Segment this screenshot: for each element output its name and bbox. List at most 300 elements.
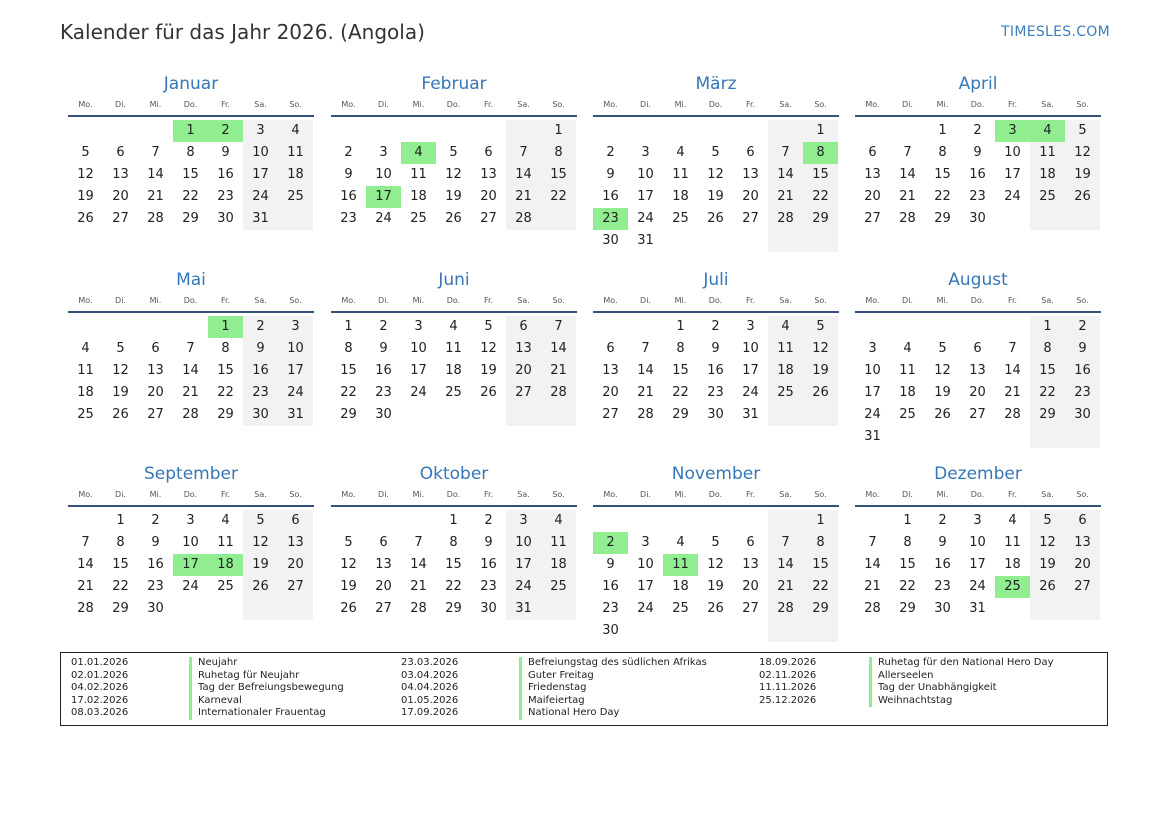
day-cell[interactable]: 16 bbox=[969, 167, 986, 182]
day-cell[interactable]: 28 bbox=[864, 601, 881, 616]
day-cell[interactable]: 14 bbox=[541, 338, 576, 360]
day-cell[interactable]: 3 bbox=[186, 513, 195, 528]
day-cell[interactable]: 22 bbox=[445, 579, 462, 594]
day-cell[interactable]: 29 bbox=[112, 601, 129, 616]
day-cell[interactable]: 8 bbox=[541, 142, 576, 164]
day-cell[interactable]: 19 bbox=[1030, 554, 1065, 576]
day-cell[interactable]: 17 bbox=[173, 554, 208, 576]
day-cell[interactable]: 13 bbox=[506, 338, 541, 360]
day-cell[interactable]: 24 bbox=[506, 576, 541, 598]
day-cell[interactable]: 3 bbox=[379, 145, 388, 160]
day-cell[interactable]: 18 bbox=[208, 554, 243, 576]
day-cell[interactable]: 20 bbox=[506, 360, 541, 382]
day-cell[interactable]: 6 bbox=[868, 145, 877, 160]
day-cell[interactable]: 12 bbox=[707, 167, 724, 182]
day-cell[interactable]: 12 bbox=[112, 363, 129, 378]
day-cell[interactable]: 24 bbox=[243, 186, 278, 208]
day-cell[interactable]: 19 bbox=[480, 363, 497, 378]
day-cell[interactable]: 30 bbox=[217, 211, 234, 226]
day-cell[interactable]: 8 bbox=[186, 145, 195, 160]
day-cell[interactable]: 5 bbox=[484, 319, 493, 334]
day-cell[interactable]: 17 bbox=[366, 186, 401, 208]
day-cell[interactable]: 11 bbox=[410, 167, 427, 182]
day-cell[interactable]: 6 bbox=[1065, 510, 1100, 532]
day-cell[interactable]: 3 bbox=[414, 319, 423, 334]
day-cell[interactable]: 14 bbox=[768, 554, 803, 576]
day-cell[interactable]: 22 bbox=[217, 385, 234, 400]
day-cell[interactable]: 21 bbox=[506, 186, 541, 208]
day-cell[interactable]: 23 bbox=[375, 385, 392, 400]
day-cell[interactable]: 12 bbox=[934, 363, 951, 378]
day-cell[interactable]: 1 bbox=[938, 123, 947, 138]
day-cell[interactable]: 10 bbox=[969, 535, 986, 550]
day-cell[interactable]: 30 bbox=[602, 623, 619, 638]
day-cell[interactable]: 15 bbox=[1030, 360, 1065, 382]
day-cell[interactable]: 23 bbox=[602, 601, 619, 616]
day-cell[interactable]: 25 bbox=[445, 385, 462, 400]
day-cell[interactable]: 2 bbox=[973, 123, 982, 138]
day-cell[interactable]: 31 bbox=[506, 598, 541, 620]
day-cell[interactable]: 6 bbox=[151, 341, 160, 356]
day-cell[interactable]: 11 bbox=[1004, 535, 1021, 550]
day-cell[interactable]: 21 bbox=[182, 385, 199, 400]
day-cell[interactable]: 2 bbox=[484, 513, 493, 528]
day-cell[interactable]: 21 bbox=[147, 189, 164, 204]
day-cell[interactable]: 30 bbox=[375, 407, 392, 422]
day-cell[interactable]: 4 bbox=[449, 319, 458, 334]
day-cell[interactable]: 9 bbox=[344, 167, 353, 182]
day-cell[interactable]: 4 bbox=[768, 316, 803, 338]
day-cell[interactable]: 27 bbox=[742, 211, 759, 226]
day-cell[interactable]: 14 bbox=[899, 167, 916, 182]
day-cell[interactable]: 9 bbox=[1065, 338, 1100, 360]
day-cell[interactable]: 16 bbox=[1065, 360, 1100, 382]
day-cell[interactable]: 2 bbox=[379, 319, 388, 334]
day-cell[interactable]: 8 bbox=[344, 341, 353, 356]
day-cell[interactable]: 6 bbox=[746, 535, 755, 550]
day-cell[interactable]: 9 bbox=[484, 535, 493, 550]
day-cell[interactable]: 26 bbox=[445, 211, 462, 226]
day-cell[interactable]: 2 bbox=[344, 145, 353, 160]
day-cell[interactable]: 10 bbox=[410, 341, 427, 356]
day-cell[interactable]: 30 bbox=[1065, 404, 1100, 426]
day-cell[interactable]: 16 bbox=[243, 360, 278, 382]
day-cell[interactable]: 30 bbox=[147, 601, 164, 616]
day-cell[interactable]: 2 bbox=[606, 145, 615, 160]
day-cell[interactable]: 7 bbox=[768, 532, 803, 554]
day-cell[interactable]: 9 bbox=[379, 341, 388, 356]
day-cell[interactable]: 6 bbox=[606, 341, 615, 356]
day-cell[interactable]: 1 bbox=[449, 513, 458, 528]
day-cell[interactable]: 4 bbox=[1030, 120, 1065, 142]
day-cell[interactable]: 15 bbox=[899, 557, 916, 572]
day-cell[interactable]: 18 bbox=[541, 554, 576, 576]
day-cell[interactable]: 15 bbox=[672, 363, 689, 378]
day-cell[interactable]: 26 bbox=[803, 382, 838, 404]
day-cell[interactable]: 27 bbox=[480, 211, 497, 226]
day-cell[interactable]: 5 bbox=[243, 510, 278, 532]
day-cell[interactable]: 16 bbox=[480, 557, 497, 572]
day-cell[interactable]: 1 bbox=[173, 120, 208, 142]
day-cell[interactable]: 11 bbox=[672, 167, 689, 182]
day-cell[interactable]: 29 bbox=[899, 601, 916, 616]
day-cell[interactable]: 13 bbox=[480, 167, 497, 182]
day-cell[interactable]: 22 bbox=[182, 189, 199, 204]
day-cell[interactable]: 17 bbox=[278, 360, 313, 382]
day-cell[interactable]: 18 bbox=[445, 363, 462, 378]
day-cell[interactable]: 17 bbox=[864, 385, 881, 400]
day-cell[interactable]: 30 bbox=[243, 404, 278, 426]
day-cell[interactable]: 24 bbox=[375, 211, 392, 226]
day-cell[interactable]: 14 bbox=[506, 164, 541, 186]
day-cell[interactable]: 3 bbox=[973, 513, 982, 528]
day-cell[interactable]: 30 bbox=[969, 211, 986, 226]
day-cell[interactable]: 26 bbox=[707, 211, 724, 226]
day-cell[interactable]: 6 bbox=[116, 145, 125, 160]
day-cell[interactable]: 11 bbox=[899, 363, 916, 378]
day-cell[interactable]: 27 bbox=[602, 407, 619, 422]
day-cell[interactable]: 10 bbox=[637, 557, 654, 572]
day-cell[interactable]: 25 bbox=[768, 382, 803, 404]
day-cell[interactable]: 3 bbox=[506, 510, 541, 532]
day-cell[interactable]: 9 bbox=[151, 535, 160, 550]
day-cell[interactable]: 26 bbox=[934, 407, 951, 422]
day-cell[interactable]: 23 bbox=[707, 385, 724, 400]
day-cell[interactable]: 14 bbox=[864, 557, 881, 572]
day-cell[interactable]: 20 bbox=[1065, 554, 1100, 576]
day-cell[interactable]: 13 bbox=[742, 167, 759, 182]
day-cell[interactable]: 17 bbox=[742, 363, 759, 378]
day-cell[interactable]: 20 bbox=[147, 385, 164, 400]
day-cell[interactable]: 22 bbox=[672, 385, 689, 400]
day-cell[interactable]: 17 bbox=[969, 557, 986, 572]
day-cell[interactable]: 21 bbox=[768, 576, 803, 598]
day-cell[interactable]: 4 bbox=[1008, 513, 1017, 528]
day-cell[interactable]: 29 bbox=[1030, 404, 1065, 426]
day-cell[interactable]: 15 bbox=[217, 363, 234, 378]
day-cell[interactable]: 28 bbox=[182, 407, 199, 422]
day-cell[interactable]: 1 bbox=[208, 316, 243, 338]
day-cell[interactable]: 18 bbox=[278, 164, 313, 186]
day-cell[interactable]: 18 bbox=[77, 385, 94, 400]
day-cell[interactable]: 20 bbox=[742, 579, 759, 594]
day-cell[interactable]: 25 bbox=[278, 186, 313, 208]
day-cell[interactable]: 13 bbox=[864, 167, 881, 182]
day-cell[interactable]: 17 bbox=[1004, 167, 1021, 182]
day-cell[interactable]: 13 bbox=[1065, 532, 1100, 554]
day-cell[interactable]: 8 bbox=[803, 142, 838, 164]
day-cell[interactable]: 5 bbox=[711, 535, 720, 550]
day-cell[interactable]: 15 bbox=[182, 167, 199, 182]
day-cell[interactable]: 20 bbox=[602, 385, 619, 400]
day-cell[interactable]: 11 bbox=[768, 338, 803, 360]
day-cell[interactable]: 23 bbox=[480, 579, 497, 594]
day-cell[interactable]: 2 bbox=[243, 316, 278, 338]
day-cell[interactable]: 6 bbox=[973, 341, 982, 356]
day-cell[interactable]: 7 bbox=[768, 142, 803, 164]
day-cell[interactable]: 4 bbox=[541, 510, 576, 532]
day-cell[interactable]: 25 bbox=[410, 211, 427, 226]
day-cell[interactable]: 31 bbox=[969, 601, 986, 616]
day-cell[interactable]: 10 bbox=[182, 535, 199, 550]
day-cell[interactable]: 20 bbox=[375, 579, 392, 594]
day-cell[interactable]: 29 bbox=[934, 211, 951, 226]
day-cell[interactable]: 1 bbox=[903, 513, 912, 528]
day-cell[interactable]: 11 bbox=[663, 554, 698, 576]
day-cell[interactable]: 3 bbox=[868, 341, 877, 356]
day-cell[interactable]: 24 bbox=[742, 385, 759, 400]
day-cell[interactable]: 4 bbox=[676, 535, 685, 550]
day-cell[interactable]: 1 bbox=[1030, 316, 1065, 338]
day-cell[interactable]: 21 bbox=[1004, 385, 1021, 400]
day-cell[interactable]: 5 bbox=[711, 145, 720, 160]
day-cell[interactable]: 28 bbox=[637, 407, 654, 422]
day-cell[interactable]: 31 bbox=[243, 208, 278, 230]
day-cell[interactable]: 19 bbox=[934, 385, 951, 400]
day-cell[interactable]: 13 bbox=[969, 363, 986, 378]
day-cell[interactable]: 4 bbox=[903, 341, 912, 356]
day-cell[interactable]: 9 bbox=[938, 535, 947, 550]
day-cell[interactable]: 16 bbox=[602, 189, 619, 204]
day-cell[interactable]: 19 bbox=[1065, 164, 1100, 186]
day-cell[interactable]: 5 bbox=[1065, 120, 1100, 142]
day-cell[interactable]: 17 bbox=[410, 363, 427, 378]
day-cell[interactable]: 11 bbox=[278, 142, 313, 164]
day-cell[interactable]: 1 bbox=[803, 510, 838, 532]
day-cell[interactable]: 18 bbox=[899, 385, 916, 400]
day-cell[interactable]: 7 bbox=[868, 535, 877, 550]
day-cell[interactable]: 1 bbox=[116, 513, 125, 528]
day-cell[interactable]: 3 bbox=[746, 319, 755, 334]
day-cell[interactable]: 14 bbox=[77, 557, 94, 572]
day-cell[interactable]: 23 bbox=[934, 579, 951, 594]
day-cell[interactable]: 23 bbox=[1065, 382, 1100, 404]
day-cell[interactable]: 4 bbox=[401, 142, 436, 164]
day-cell[interactable]: 9 bbox=[973, 145, 982, 160]
day-cell[interactable]: 8 bbox=[116, 535, 125, 550]
day-cell[interactable]: 30 bbox=[602, 233, 619, 248]
day-cell[interactable]: 15 bbox=[112, 557, 129, 572]
day-cell[interactable]: 18 bbox=[410, 189, 427, 204]
day-cell[interactable]: 14 bbox=[182, 363, 199, 378]
day-cell[interactable]: 29 bbox=[803, 208, 838, 230]
day-cell[interactable]: 19 bbox=[803, 360, 838, 382]
day-cell[interactable]: 2 bbox=[593, 532, 628, 554]
day-cell[interactable]: 2 bbox=[208, 120, 243, 142]
day-cell[interactable]: 16 bbox=[707, 363, 724, 378]
day-cell[interactable]: 26 bbox=[480, 385, 497, 400]
day-cell[interactable]: 29 bbox=[340, 407, 357, 422]
day-cell[interactable]: 27 bbox=[1065, 576, 1100, 598]
day-cell[interactable]: 17 bbox=[637, 579, 654, 594]
day-cell[interactable]: 15 bbox=[803, 164, 838, 186]
day-cell[interactable]: 27 bbox=[742, 601, 759, 616]
day-cell[interactable]: 25 bbox=[899, 407, 916, 422]
day-cell[interactable]: 10 bbox=[1004, 145, 1021, 160]
day-cell[interactable]: 25 bbox=[1030, 186, 1065, 208]
day-cell[interactable]: 9 bbox=[606, 557, 615, 572]
day-cell[interactable]: 29 bbox=[217, 407, 234, 422]
day-cell[interactable]: 20 bbox=[969, 385, 986, 400]
day-cell[interactable]: 11 bbox=[1030, 142, 1065, 164]
day-cell[interactable]: 12 bbox=[1065, 142, 1100, 164]
day-cell[interactable]: 20 bbox=[112, 189, 129, 204]
day-cell[interactable]: 25 bbox=[541, 576, 576, 598]
day-cell[interactable]: 29 bbox=[672, 407, 689, 422]
day-cell[interactable]: 28 bbox=[768, 208, 803, 230]
day-cell[interactable]: 2 bbox=[151, 513, 160, 528]
day-cell[interactable]: 27 bbox=[864, 211, 881, 226]
day-cell[interactable]: 8 bbox=[449, 535, 458, 550]
day-cell[interactable]: 26 bbox=[112, 407, 129, 422]
day-cell[interactable]: 19 bbox=[77, 189, 94, 204]
day-cell[interactable]: 1 bbox=[803, 120, 838, 142]
day-cell[interactable]: 3 bbox=[641, 145, 650, 160]
day-cell[interactable]: 15 bbox=[541, 164, 576, 186]
day-cell[interactable]: 5 bbox=[803, 316, 838, 338]
day-cell[interactable]: 14 bbox=[1004, 363, 1021, 378]
day-cell[interactable]: 26 bbox=[1065, 186, 1100, 208]
day-cell[interactable]: 22 bbox=[541, 186, 576, 208]
day-cell[interactable]: 21 bbox=[541, 360, 576, 382]
day-cell[interactable]: 28 bbox=[147, 211, 164, 226]
day-cell[interactable]: 18 bbox=[768, 360, 803, 382]
day-cell[interactable]: 14 bbox=[147, 167, 164, 182]
day-cell[interactable]: 3 bbox=[995, 120, 1030, 142]
day-cell[interactable]: 21 bbox=[637, 385, 654, 400]
day-cell[interactable]: 19 bbox=[707, 189, 724, 204]
day-cell[interactable]: 19 bbox=[243, 554, 278, 576]
day-cell[interactable]: 16 bbox=[934, 557, 951, 572]
day-cell[interactable]: 22 bbox=[340, 385, 357, 400]
day-cell[interactable]: 8 bbox=[221, 341, 230, 356]
day-cell[interactable]: 3 bbox=[243, 120, 278, 142]
day-cell[interactable]: 11 bbox=[77, 363, 94, 378]
day-cell[interactable]: 3 bbox=[641, 535, 650, 550]
day-cell[interactable]: 13 bbox=[602, 363, 619, 378]
day-cell[interactable]: 13 bbox=[112, 167, 129, 182]
day-cell[interactable]: 24 bbox=[637, 211, 654, 226]
day-cell[interactable]: 22 bbox=[934, 189, 951, 204]
day-cell[interactable]: 5 bbox=[938, 341, 947, 356]
day-cell[interactable]: 25 bbox=[672, 211, 689, 226]
day-cell[interactable]: 28 bbox=[768, 598, 803, 620]
day-cell[interactable]: 17 bbox=[637, 189, 654, 204]
day-cell[interactable]: 20 bbox=[742, 189, 759, 204]
day-cell[interactable]: 5 bbox=[81, 145, 90, 160]
day-cell[interactable]: 7 bbox=[506, 142, 541, 164]
day-cell[interactable]: 29 bbox=[445, 601, 462, 616]
day-cell[interactable]: 23 bbox=[969, 189, 986, 204]
day-cell[interactable]: 28 bbox=[410, 601, 427, 616]
day-cell[interactable]: 31 bbox=[637, 233, 654, 248]
day-cell[interactable]: 22 bbox=[899, 579, 916, 594]
day-cell[interactable]: 20 bbox=[278, 554, 313, 576]
day-cell[interactable]: 12 bbox=[803, 338, 838, 360]
day-cell[interactable]: 4 bbox=[81, 341, 90, 356]
day-cell[interactable]: 7 bbox=[1008, 341, 1017, 356]
day-cell[interactable]: 14 bbox=[637, 363, 654, 378]
day-cell[interactable]: 1 bbox=[541, 120, 576, 142]
day-cell[interactable]: 7 bbox=[151, 145, 160, 160]
day-cell[interactable]: 24 bbox=[182, 579, 199, 594]
day-cell[interactable]: 23 bbox=[217, 189, 234, 204]
day-cell[interactable]: 30 bbox=[707, 407, 724, 422]
day-cell[interactable]: 9 bbox=[606, 167, 615, 182]
day-cell[interactable]: 26 bbox=[1030, 576, 1065, 598]
day-cell[interactable]: 9 bbox=[243, 338, 278, 360]
day-cell[interactable]: 29 bbox=[803, 598, 838, 620]
day-cell[interactable]: 12 bbox=[243, 532, 278, 554]
day-cell[interactable]: 15 bbox=[934, 167, 951, 182]
day-cell[interactable]: 9 bbox=[711, 341, 720, 356]
day-cell[interactable]: 4 bbox=[278, 120, 313, 142]
day-cell[interactable]: 13 bbox=[375, 557, 392, 572]
day-cell[interactable]: 8 bbox=[1030, 338, 1065, 360]
day-cell[interactable]: 21 bbox=[899, 189, 916, 204]
day-cell[interactable]: 18 bbox=[672, 189, 689, 204]
day-cell[interactable]: 1 bbox=[676, 319, 685, 334]
day-cell[interactable]: 18 bbox=[1004, 557, 1021, 572]
day-cell[interactable]: 28 bbox=[899, 211, 916, 226]
day-cell[interactable]: 4 bbox=[676, 145, 685, 160]
day-cell[interactable]: 18 bbox=[672, 579, 689, 594]
day-cell[interactable]: 19 bbox=[445, 189, 462, 204]
day-cell[interactable]: 21 bbox=[77, 579, 94, 594]
day-cell[interactable]: 27 bbox=[506, 382, 541, 404]
day-cell[interactable]: 18 bbox=[1030, 164, 1065, 186]
day-cell[interactable]: 24 bbox=[1004, 189, 1021, 204]
day-cell[interactable]: 19 bbox=[112, 385, 129, 400]
day-cell[interactable]: 21 bbox=[768, 186, 803, 208]
day-cell[interactable]: 22 bbox=[1030, 382, 1065, 404]
day-cell[interactable]: 7 bbox=[641, 341, 650, 356]
day-cell[interactable]: 10 bbox=[506, 532, 541, 554]
day-cell[interactable]: 2 bbox=[711, 319, 720, 334]
day-cell[interactable]: 21 bbox=[864, 579, 881, 594]
day-cell[interactable]: 20 bbox=[864, 189, 881, 204]
day-cell[interactable]: 12 bbox=[340, 557, 357, 572]
day-cell[interactable]: 12 bbox=[1030, 532, 1065, 554]
day-cell[interactable]: 5 bbox=[116, 341, 125, 356]
day-cell[interactable]: 16 bbox=[217, 167, 234, 182]
day-cell[interactable]: 11 bbox=[445, 341, 462, 356]
day-cell[interactable]: 12 bbox=[77, 167, 94, 182]
day-cell[interactable]: 31 bbox=[278, 404, 313, 426]
day-cell[interactable]: 12 bbox=[445, 167, 462, 182]
day-cell[interactable]: 25 bbox=[77, 407, 94, 422]
day-cell[interactable]: 5 bbox=[344, 535, 353, 550]
day-cell[interactable]: 27 bbox=[112, 211, 129, 226]
day-cell[interactable]: 24 bbox=[969, 579, 986, 594]
day-cell[interactable]: 17 bbox=[243, 164, 278, 186]
day-cell[interactable]: 15 bbox=[803, 554, 838, 576]
day-cell[interactable]: 29 bbox=[182, 211, 199, 226]
day-cell[interactable]: 10 bbox=[243, 142, 278, 164]
day-cell[interactable]: 2 bbox=[938, 513, 947, 528]
day-cell[interactable]: 24 bbox=[864, 407, 881, 422]
day-cell[interactable]: 16 bbox=[375, 363, 392, 378]
day-cell[interactable]: 19 bbox=[340, 579, 357, 594]
day-cell[interactable]: 24 bbox=[637, 601, 654, 616]
day-cell[interactable]: 23 bbox=[593, 208, 628, 230]
day-cell[interactable]: 14 bbox=[768, 164, 803, 186]
day-cell[interactable]: 8 bbox=[903, 535, 912, 550]
day-cell[interactable]: 13 bbox=[147, 363, 164, 378]
day-cell[interactable]: 25 bbox=[672, 601, 689, 616]
day-cell[interactable]: 12 bbox=[480, 341, 497, 356]
day-cell[interactable]: 7 bbox=[81, 535, 90, 550]
